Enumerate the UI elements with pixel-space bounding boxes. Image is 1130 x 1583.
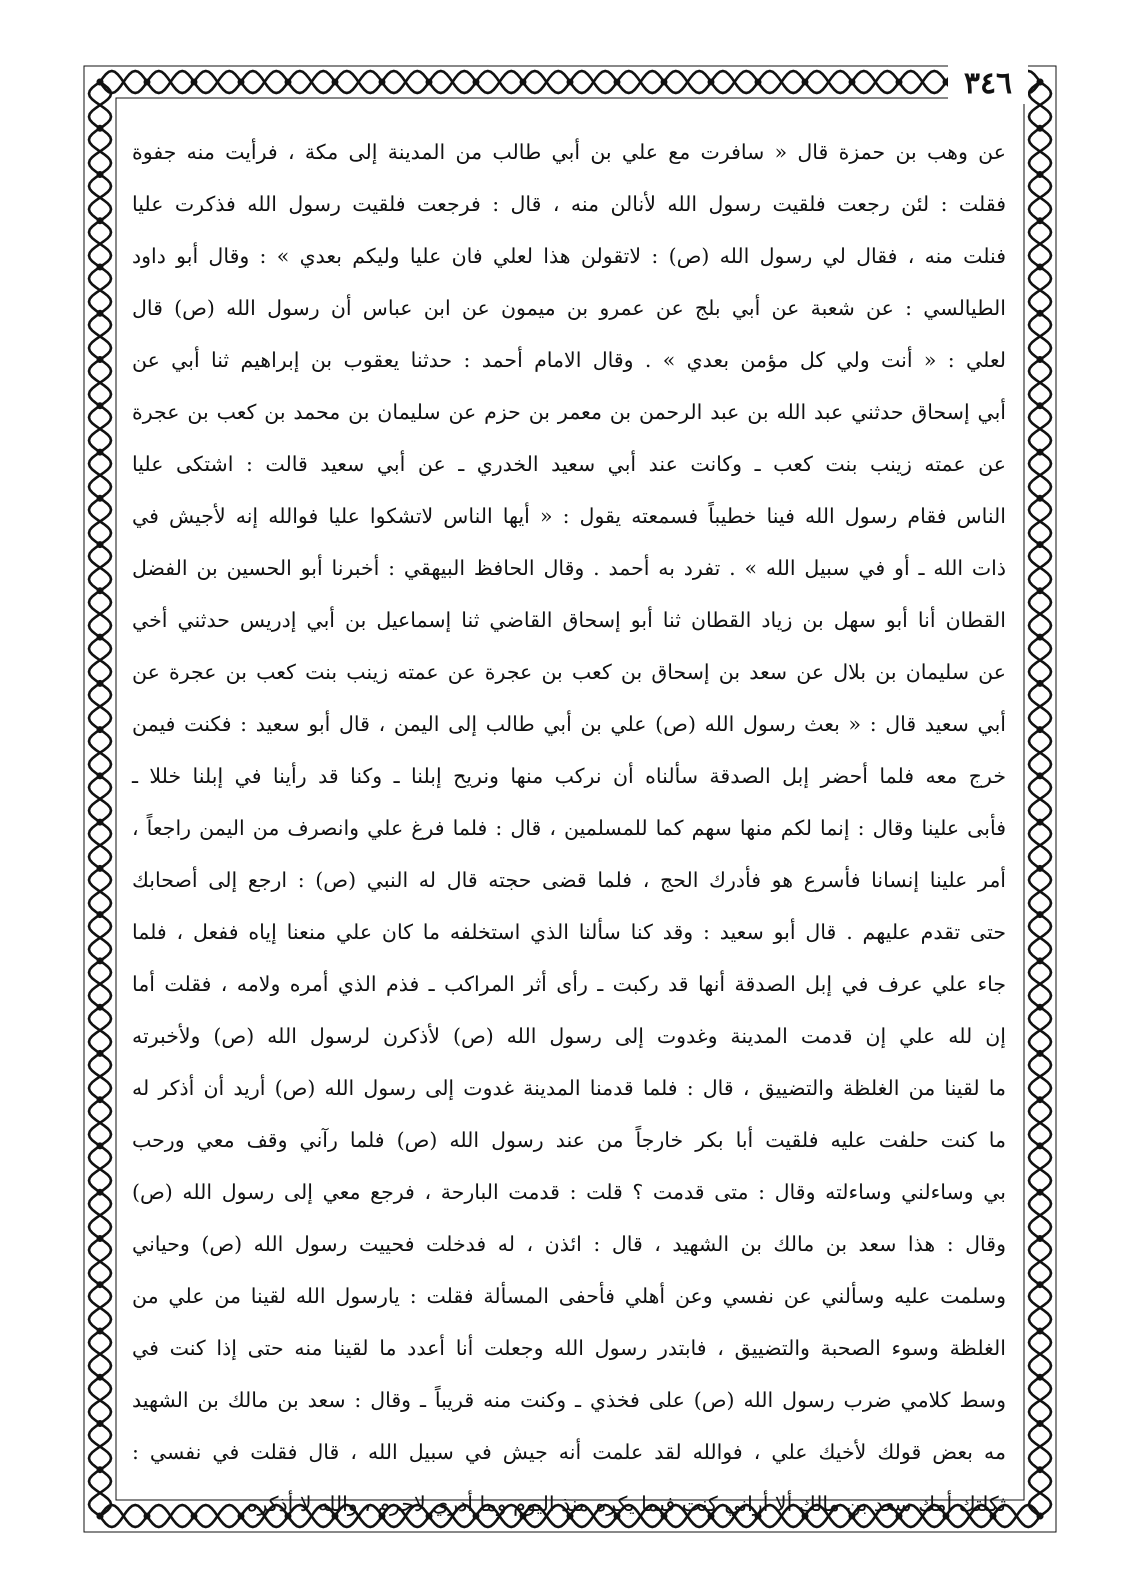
text-line: وسلمت عليه وسألني عن نفسي وعن أهلي فأحفى المسألة فقلت : يارسول الله لقينا من علي من [132,1284,1006,1308]
border-knot [98,542,102,546]
border-knot [1038,542,1042,546]
border-knot [98,404,102,408]
border-knot [427,80,431,84]
border-knot [897,80,901,84]
border-knot [1038,1468,1042,1472]
border-knot [98,1190,102,1194]
border-knot [1038,959,1042,963]
border-knot [1038,681,1042,685]
text-line: أبي سعيد قال : « بعث رسول الله (ص) علي بن أبي طالب إلى اليمن ، قال أبو سعيد : فكنت فيمن [132,712,1006,736]
border-knot [98,1468,102,1472]
border-knot [98,450,102,454]
border-knot [98,1514,102,1518]
border-knot [1038,1005,1042,1009]
border-knot [98,219,102,223]
border-knot [1038,1375,1042,1379]
border-knot [709,80,713,84]
text-line: ذات الله ـ أو في سبيل الله » . تفرد به أحمد . وقال الحافظ البيهقي : أخبرنا أبو الحسين بن الفضل [132,556,1006,580]
text-line: حتى تقدم عليهم . قال أبو سعيد : وقد كنا سألنا الذي استخلفه ما كان علي منعنا إياه ففعل ، فلما [132,920,1006,944]
border-knot [98,681,102,685]
border-knot [803,80,807,84]
border-knot [1038,727,1042,731]
border-knot [1038,820,1042,824]
text-line: وسط كلامي ضرب رسول الله (ص) على فخذي ـ وكنت منه قريباً ـ وقال : سعد بن مالك بن الشهيد [132,1388,1006,1412]
text-line: عن سليمان بن بلال عن سعد بن إسحاق بن كعب بن عجرة عن عمته زينب بنت كعب بن عجرة عن [132,660,1006,684]
text-line: أمر علينا إنسانا فأسرع هو فأدرك الحج ، فلما قضى حجته قال له النبي (ص) : ارجع إلى أصحابك [132,868,1006,892]
border-knot [239,80,243,84]
border-knot [1038,219,1042,223]
text-line: خرج معه فلما أحضر إبل الصدقة سألناه أن نركب منها ونريح إبلنا ـ وكنا قد رأينا في إبلنا خللا ـ [132,764,1006,788]
text-line: وقال : هذا سعد بن مالك بن الشهيد ، قال : ائذن ، له فدخلت فحييت رسول الله (ص) وحياني [132,1232,1006,1256]
border-knot [474,80,478,84]
border-knot [1038,80,1042,84]
border-knot [1038,1051,1042,1055]
border-knot [98,1329,102,1333]
text-line: القطان أنا أبو سهل بن زياد القطان ثنا أبو إسحاق القاضي ثنا إسماعيل بن أبي إدريس حدثني أخي [132,608,1006,632]
border-knot [98,912,102,916]
border-knot [98,820,102,824]
page-number: ٣٤٦ [948,64,1028,104]
border-knot [98,774,102,778]
border-knot [1038,404,1042,408]
text-line: ثكلتك أمك سعد بن مالك ألا أراني كنت فيما يكره منذ اليوم وما أدري لاجرم ، والله لا أذكره [246,1492,1006,1516]
border-knot [1038,1514,1042,1518]
border-knot [98,1005,102,1009]
border-knot [1038,311,1042,315]
text-line: الطيالسي : عن شعبة عن أبي بلج عن عمرو بن ميمون عن ابن عباس أن رسول الله (ص) قال [132,296,1006,320]
text-line: بي وساءلني وساءلته وقال : متى قدمت ؟ قلت : قدمت البارحة ، فرجع معي إلى رسول الله (ص) [132,1180,1006,1204]
text-line: عن عمته زينب بنت كعب ـ وكانت عند أبي سعيد الخدري ـ عن أبي سعيد قالت : اشتكى عليا [132,452,1006,476]
body-text [132,132,1006,1516]
border-knot [98,959,102,963]
text-line: الناس فقام رسول الله فينا خطيباً فسمعته يقول : « أيها الناس لاتشكوا عليا فوالله إنه لأجيش في [132,504,1006,528]
text-line: لعلي : « أنت ولي كل مؤمن بعدي » . وقال الامام أحمد : حدثنا يعقوب بن إبراهيم ثنا أبي عن [132,348,1006,372]
border-knot [98,727,102,731]
border-knot [1038,496,1042,500]
border-knot [98,635,102,639]
border-knot [98,1098,102,1102]
text-line: عن وهب بن حمزة قال « سافرت مع علي بن أبي طالب من المدينة إلى مكة ، فرأيت منه جفوة [132,140,1006,164]
text-line: مه بعض قولك لأخيك علي ، فوالله لقد علمت أنه جيش في سبيل الله ، قال فقلت في نفسي : [132,1440,1006,1464]
border-knot [98,1236,102,1240]
border-knot [380,80,384,84]
border-knot [286,80,290,84]
border-knot [192,80,196,84]
border-knot [98,311,102,315]
border-knot [98,357,102,361]
border-knot [98,126,102,130]
border-knot [145,80,149,84]
border-knot [756,80,760,84]
border-knot [1038,1329,1042,1333]
text-line: ما كنت حلفت عليه فلقيت أبا بكر خارجاً من عند رسول الله (ص) فلما رآني وقف معي ورحب [132,1128,1006,1152]
text-line: الغلظة وسوء الصحبة والتضييق ، فابتدر رسول الله وجعلت أنا أعدد ما لقينا منه حتى إذا كنت في [132,1336,1006,1360]
border-knot [98,1283,102,1287]
border-knot [850,80,854,84]
text-line: أبي إسحاق حدثني عبد الله بن عبد الرحمن بن معمر بن حزم عن سليمان بن محمد بن كعب بن عجرة [132,400,1006,424]
text-line: فنلت منه ، فقال لي رسول الله (ص) : لاتقولن هذا لعلي فان عليا وليكم بعدي » : وقال أبو داود [132,244,1006,268]
border-knot [1038,1098,1042,1102]
border-knot [1038,1144,1042,1148]
border-knot [1038,774,1042,778]
text-line: فقلت : لئن رجعت فلقيت رسول الله لأنالن منه ، قال : فرجعت فلقيت رسول الله فذكرت عليا [132,192,1006,216]
border-knot [662,80,666,84]
border-knot [1038,265,1042,269]
border-knot [1038,635,1042,639]
border-knot [1038,1236,1042,1240]
border-knot [98,866,102,870]
border-knot [1038,450,1042,454]
text-line: جاء علي عرف في إبل الصدقة أنها قد ركبت ـ رأى أثر المراكب ـ فذم الذي أمره ولامه ، فقلت أما [132,972,1006,996]
border-knot [98,1375,102,1379]
border-knot [98,1144,102,1148]
border-knot [1038,1190,1042,1194]
text-line: فأبى علينا وقال : إنما لكم منها سهم كما للمسلمين ، قال : فلما فرغ علي وانصرف من اليمن راجعاً ، [132,816,1006,840]
border-knot [1038,172,1042,176]
border-knot [1038,589,1042,593]
text-line: ما لقينا من الغلظة والتضييق ، قال : فلما قدمنا المدينة غدوت إلى رسول الله (ص) أريد أن أذكر له [132,1076,1006,1100]
border-knot [98,1051,102,1055]
border-knot [98,80,102,84]
border-knot [1038,126,1042,130]
border-knot [615,80,619,84]
border-knot [98,589,102,593]
border-knot [98,1421,102,1425]
border-knot [568,80,572,84]
border-knot [98,172,102,176]
border-knot [1038,866,1042,870]
border-knot [1038,357,1042,361]
border-knot [521,80,525,84]
border-knot [1038,1283,1042,1287]
border-knot [333,80,337,84]
border-knot [1038,912,1042,916]
border-knot [98,496,102,500]
border-knot [98,265,102,269]
border-knot [1038,1421,1042,1425]
text-line: إن لله علي إن قدمت المدينة وغدوت إلى رسول الله (ص) لأذكرن لرسول الله (ص) ولأخبرته [132,1024,1006,1048]
